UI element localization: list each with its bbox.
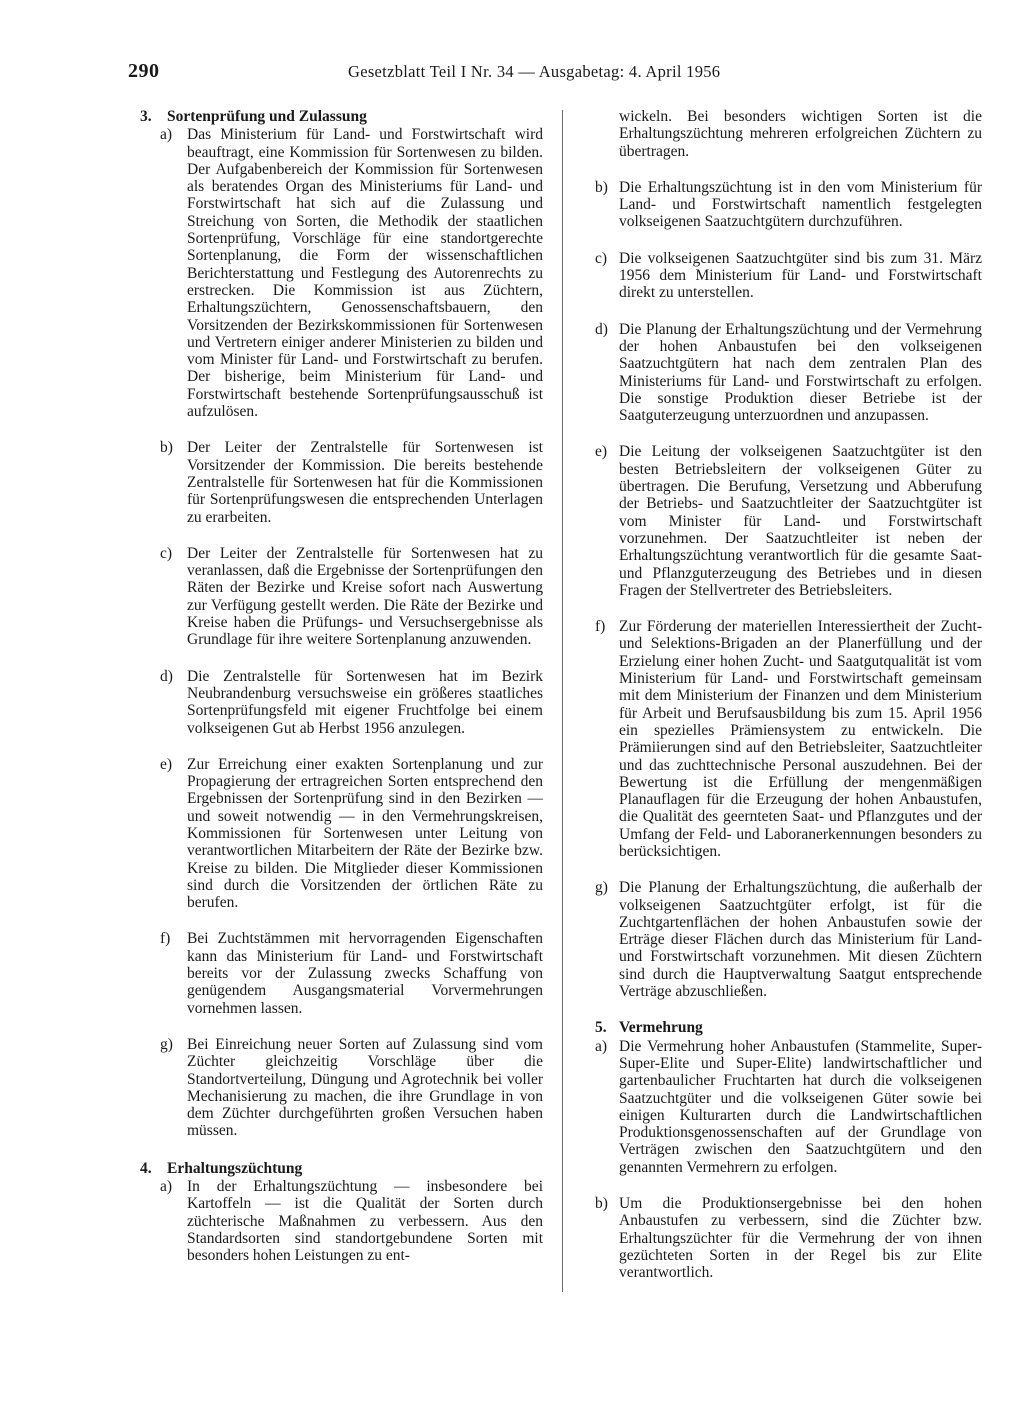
section-number: 5.: [595, 1019, 607, 1037]
item-text: Die Zentralstelle für Sortenwesen hat im Bezirk Neubrandenburg versuchsweise ein größeres staatliches Sortenprüfungsfeld mit eigener Fruchtfolge bei einem volkseigenen Gut ab Herbst 1956 anzulegen.: [187, 667, 543, 737]
section-title: Erhaltungszüchtung: [167, 1159, 303, 1177]
column-divider: [562, 110, 563, 1292]
item-text: Die Planung der Erhaltungszüchtung, die außerhalb der volkseigenen Saatzuchtgüter erfolgt, ist für die Zuchtgartenflächen der hohen Anbaustufen sowie der Erträge dieser Flächen durch das Ministerium für Land- und Forstwirtschaft vorzunehmen. Mit diesen Züchtern sind durch die Hauptverwaltung Saatgut entsprechende Verträge abzuschließen.: [619, 879, 982, 1001]
list-item: [140, 1178, 543, 1264]
item-text: Bei Einreichung neuer Sorten auf Zulassung sind vom Züchter gleichzeitig Vorschläge über die Standortverteilung, Düngung und Agrotechnik bei voller Mechanisierung zu machen, die ihre Grundlage in von dem Züchter durchgeführten großen Versuchen haben müssen.: [187, 1035, 543, 1140]
list-item: [140, 930, 543, 1016]
item-marker: g): [595, 879, 608, 897]
continued-text: wickeln. Bei besonders wichtigen Sorten ist die Erhaltungszüchtung mehreren erfolgreichen Züchtern zu übertragen.: [619, 108, 982, 160]
item-marker: g): [160, 1035, 173, 1053]
left-column: [140, 108, 543, 1285]
item-marker: a): [595, 1037, 608, 1055]
list-item: [595, 179, 982, 231]
page-header: [128, 60, 868, 88]
item-text: Die Leitung der volkseigenen Saatzuchtgüter ist den besten Betriebsleitern der volkseigenen Güter zu übertragen. Die Berufung, Versetzung und Abberufung der Betriebs- und Saatzuchtleiter der Saatzuchtgüter ist vom Minister für Land- und Forstwirtschaft vorzunehmen. Der Saatzuchtleiter ist neben der Erhaltungszüchtung verantwortlich für die gesamte Saat- und Pflanzguterzeugung des Betriebes und in diesen Fragen der Stellvertreter des Betriebsleiters.: [619, 443, 982, 599]
item-marker: a): [160, 126, 173, 144]
item-text: Zur Förderung der materiellen Interessiertheit der Zucht- und Selektions-Brigaden an der Planerfüllung und der Erzielung einer hohen Zucht- und Saatgutqualität ist vom Ministerium für Land- und Forstwirtschaft gemeinsam mit dem Ministerium der Finanzen und dem Ministerium für Arbeit und Berufsausbildung bis zum 15. April 1956 ein spezielles Prämiensystem zu entwickeln. Die Prämiierungen sind auf den Betriebsleiter, Saatzuchtleiter und das zuchttechnische Personal auszudehnen. Bei der Bewertung ist die Erfüllung der mengenmäßigen Planauflagen für die Erzeugung der hohen Anbaustufen, die Qualität des geernteten Saat- und Pflanzgutes und der Umfang der Feld- und Laboranerkennungen besonders zu berücksichtigen.: [619, 618, 982, 860]
item-text: Der Leiter der Zentralstelle für Sortenwesen hat zu veranlassen, daß die Ergebnisse der Sortenprüfungen den Räten der Bezirke und Kreise sofort nach Auswertung zur Verfügung gestellt werden. Die Räte der Bezirke und Kreise haben die Prüfungs- und Versuchsergebnisse als Grundlage für ihre weitere Sortenplanung anzuwenden.: [187, 544, 543, 649]
item-marker: c): [160, 544, 173, 562]
section-heading: [140, 1160, 543, 1177]
item-text: Die volkseigenen Saatzuchtgüter sind bis zum 31. März 1956 dem Ministerium für Land- und Forstwirtschaft direkt zu unterstellen.: [619, 249, 982, 302]
item-marker: d): [595, 320, 608, 338]
item-text: Zur Erreichung einer exakten Sortenplanung und zur Propagierung der ertragreichen Sorten entsprechend den Ergebnissen der Sortenprüfung sind in den Bezirken — und soweit notwendig — in den Vermehrungskreisen, Kommissionen für Sortenwesen unter Leitung von verantwortlichen Mitarbeitern der Räte der Bezirke bzw. Kreise zu bilden. Die Mitglieder dieser Kommissionen sind durch die Vorsitzenden der örtlichen Räte zu berufen.: [187, 755, 543, 912]
section-title: Vermehrung: [619, 1019, 703, 1037]
list-item: [595, 1195, 982, 1281]
list-item: [140, 668, 543, 737]
section-4: [140, 1160, 543, 1265]
list-item: [140, 439, 543, 525]
item-marker: f): [595, 618, 606, 636]
item-text: Der Leiter der Zentralstelle für Sortenwesen ist Vorsitzender der Kommission. Die bereits bestehende Zentralstelle für Sortenwesen hat für die Kommissionen für Sortenprüfungswesen die entsprechenden Unterlagen zu erarbeiten.: [187, 439, 543, 526]
item-marker: d): [160, 667, 173, 685]
section-5: [595, 1019, 982, 1281]
item-text: Das Ministerium für Land- und Forstwirtschaft wird beauftragt, eine Kommission für Sortenwesen zu bilden. Der Aufgabenbereich der Kommission für Sortenwesen als beratendes Organ des Ministeriums für Land- und Forstwirtschaft hat sich auf die Zulassung und Streichung von Sorten, die Methodik der staatlichen Sortenprüfung, Vorschläge für eine standortgerechte Sortenplanung, die Form der wissenschaftlichen Berichterstattung und Festlegung des Autorenrechts zu erstrecken. Die Kommission ist aus Züchtern, Erhaltungszüchtern, Genossenschaftsbauern, den Vorsitzenden der Bezirkskommissionen für Sortenwesen und Vertretern einiger anderer Ministerien zu bilden und vom Minister für Land- und Forstwirtschaft zu berufen. Der bisherige, beim Ministerium für Land- und Forstwirtschaft bestehende Sortenprüfungsausschuß ist aufzulösen.: [187, 126, 543, 421]
item-marker: b): [595, 1195, 608, 1213]
list-item: [140, 545, 543, 649]
item-text: Die Erhaltungszüchtung ist in den vom Ministerium für Land- und Forstwirtschaft namentlich festgelegten volkseigenen Saatzuchtgütern durchzuführen.: [619, 178, 982, 231]
list-item: [595, 879, 982, 1000]
running-head: Gesetzblatt Teil I Nr. 34 — Ausgabetag: 4. April 1956: [348, 62, 721, 81]
item-marker: f): [160, 930, 171, 948]
section-heading: [595, 1019, 982, 1036]
item-marker: e): [595, 443, 608, 461]
list-item: [140, 126, 543, 420]
list-item: [595, 618, 982, 860]
list-item: [140, 1036, 543, 1140]
list-item: [595, 250, 982, 302]
item-marker: b): [160, 439, 173, 457]
section-title: Sortenprüfung und Zulassung: [167, 108, 367, 125]
section-heading: [140, 108, 543, 125]
item-marker: a): [160, 1178, 173, 1196]
list-item: [140, 756, 543, 912]
section-number: 3.: [140, 108, 152, 125]
item-text: Bei Zuchtstämmen mit hervorragenden Eigenschaften kann das Ministerium für Land- und Forstwirtschaft bereits vor der Zulassung zwecks Schaffung von genügendem Ausgangsmaterial Vorvermehrungen vornehmen lassen.: [187, 930, 543, 1017]
section-3: [140, 108, 543, 1140]
item-marker: b): [595, 178, 608, 196]
item-text: Die Planung der Erhaltungszüchtung und der Vermehrung der hohen Anbaustufen bei den volkseigenen Saatzuchtgütern hat nach dem zentralen Plan des Ministeriums für Land- und Forstwirtschaft zu erfolgen. Die sonstige Produktion dieser Betriebe ist der Saatguterzeugung unterzuordnen und anzupassen.: [619, 320, 982, 425]
right-column: [595, 108, 982, 1302]
list-item: [595, 443, 982, 599]
item-text: Um die Produktionsergebnisse bei den hohen Anbaustufen zu verbessern, sind die Züchter bzw. Erhaltungszüchter für die Vermehrung der von ihnen gezüchteten Sorten in der Regel bis zur Elite verantwortlich.: [619, 1195, 982, 1282]
list-item: [595, 1038, 982, 1176]
item-marker: c): [595, 249, 608, 267]
item-text: Die Vermehrung hoher Anbaustufen (Stammelite, Super-Super-Elite und Super-Elite) landwirtschaftlicher und gartenbaulicher Fruchtarten hat durch die volkseigenen Saatzuchtgüter und die volkseigenen Güter sowie bei einigen Kulturarten durch die Landwirtschaftlichen Produktionsgenossenschaften auf der Grundlage von Verträgen zwischen den Saatzuchtgütern und den genannten Vermehrern zu erfolgen.: [619, 1037, 982, 1176]
item-marker: e): [160, 755, 173, 773]
list-item: [595, 321, 982, 425]
section-number: 4.: [140, 1159, 152, 1177]
page-number: 290: [128, 60, 160, 82]
item-text: In der Erhaltungszüchtung — insbesondere bei Kartoffeln — ist die Qualität der Sorten durch züchterische Maßnahmen zu verbessern. Aus den Standardsorten sind standortgebundene Sorten mit besonders hohen Leistungen zu ent-: [187, 1178, 543, 1265]
